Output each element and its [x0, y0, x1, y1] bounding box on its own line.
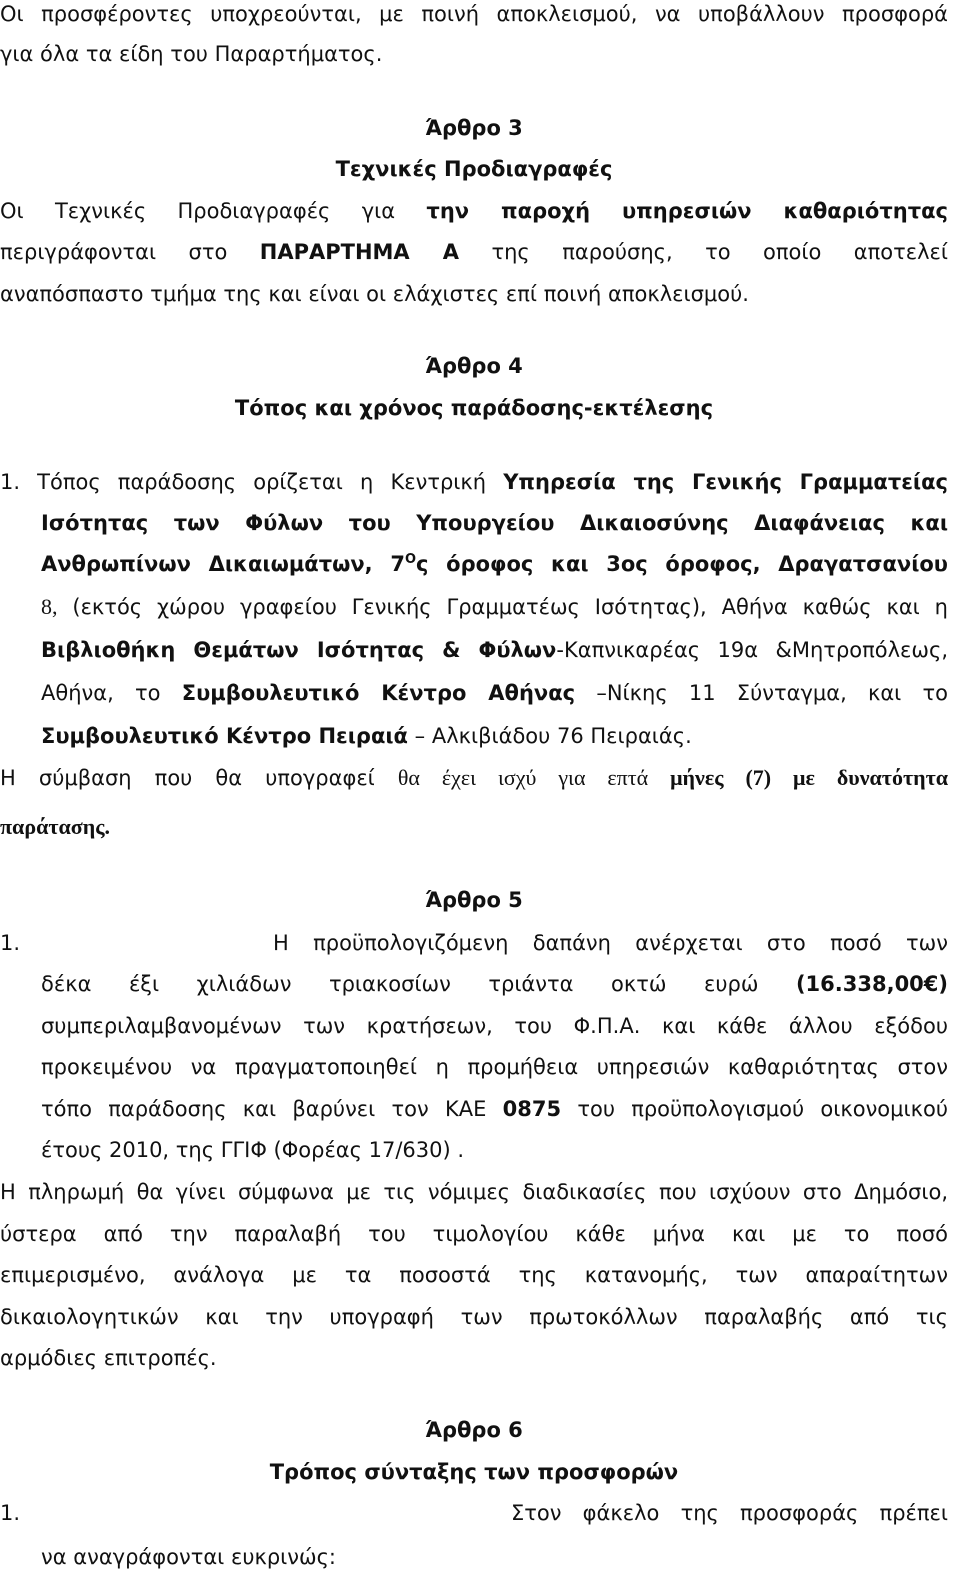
intro-line: για όλα τα είδη του Παραρτήματος. [0, 42, 383, 66]
article-3-heading: Άρθρο 3 [425, 116, 523, 140]
article-4-heading: Άρθρο 4 [425, 354, 523, 378]
paragraph-line: αρμόδιες επιτροπές. [0, 1346, 217, 1370]
paragraph-line: παράτασης. [0, 814, 111, 839]
paragraph-line: Συμβουλευτικό Κέντρο Πειραιά – Αλκιβιάδου 76 Πειραιάς. [41, 724, 692, 748]
paragraph-line: Ανθρωπίνων Δικαιωμάτων, $7^O\varsigma$ όροφος και 3ος όροφος, Δραγατσανίου [41, 552, 948, 576]
paragraph-line: επιμερισμένο, ανάλογα με τα ποσοστά της κατανομής, των απαραίτητων [0, 1263, 948, 1287]
intro-line: Οι προσφέροντες υποχρεούνται, με ποινή αποκλεισμού, να υποβάλλουν προσφορά [0, 2, 948, 26]
paragraph-line: περιγράφονται στο ΠΑΡΑΡΤΗΜΑ Α της παρούσης, το οποίο αποτελεί [0, 240, 948, 264]
paragraph-line: έτους 2010, της ΓΓΙΦ (Φορέας 17/630) . [41, 1138, 465, 1162]
list-number: 1. [0, 931, 21, 955]
paragraph-line: ύστερα από την παραλαβή του τιμολογίου κάθε μήνα και με το ποσό [0, 1222, 948, 1246]
article-6-heading: Άρθρο 6 [425, 1418, 523, 1442]
paragraph-line: Αθήνα, το Συμβουλευτικό Κέντρο Αθήνας –Νίκης 11 Σύνταγμα, και το [41, 681, 949, 705]
paragraph-line: Ισότητας των Φύλων του Υπουργείου Δικαιοσύνης Διαφάνειας και [41, 511, 948, 535]
paragraph-line: 8, (εκτός χώρου γραφείου Γενικής Γραμματέως Ισότητας), Αθήνα καθώς και η [41, 594, 948, 619]
paragraph-line: να αναγράφονται ευκρινώς: [41, 1545, 336, 1569]
article-6-subheading: Τρόπος σύνταξης των προσφορών [269, 1460, 679, 1484]
paragraph-line: Η προϋπολογιζόμενη δαπάνη ανέρχεται στο ποσό των [273, 931, 948, 955]
article-4-subheading: Τόπος και χρόνος παράδοσης-εκτέλεσης [234, 396, 714, 420]
article-5-heading: Άρθρο 5 [425, 888, 523, 912]
paragraph-line: Βιβλιοθήκη Θεμάτων Ισότητας & Φύλων-Καπνικαρέας 19α &Μητροπόλεως, [41, 638, 948, 662]
paragraph-line: Οι Τεχνικές Προδιαγραφές για την παροχή υπηρεσιών καθαριότητας [0, 199, 948, 223]
paragraph-line: αναπόσπαστο τμήμα της και είναι οι ελάχιστες επί ποινή αποκλεισμού. [0, 282, 749, 306]
paragraph-line: δέκα έξι χιλιάδων τριακοσίων τριάντα οκτώ ευρώ (16.338,00€) [41, 972, 948, 996]
paragraph-line: τόπο παράδοσης και βαρύνει τον ΚΑΕ 0875 του προϋπολογισμού οικονομικού [41, 1097, 948, 1121]
list-number: 1. [0, 1501, 21, 1525]
paragraph-line: Η πληρωμή θα γίνει σύμφωνα με τις νόμιμες διαδικασίες που ισχύουν στο Δημόσιο, [0, 1180, 948, 1204]
paragraph-line: προκειμένου να πραγματοποιηθεί η προμήθεια υπηρεσιών καθαριότητας στον [41, 1055, 948, 1079]
paragraph-line: δικαιολογητικών και την υπογραφή των πρωτοκόλλων παραλαβής από τις [0, 1305, 948, 1329]
paragraph-line: 1. Τόπος παράδοσης ορίζεται η Κεντρική Υπηρεσία της Γενικής Γραμματείας [0, 470, 948, 494]
paragraph-line: συμπεριλαμβανομένων των κρατήσεων, του Φ.Π.Α. και κάθε άλλου εξόδου [41, 1014, 948, 1038]
paragraph-line: Η σύμβαση που θα υπογραφεί θα έχει ισχύ για επτά μήνες (7) με δυνατότητα [0, 765, 948, 790]
article-3-subheading: Τεχνικές Προδιαγραφές [335, 157, 613, 181]
paragraph-line: Στον φάκελο της προσφοράς πρέπει [511, 1501, 948, 1525]
